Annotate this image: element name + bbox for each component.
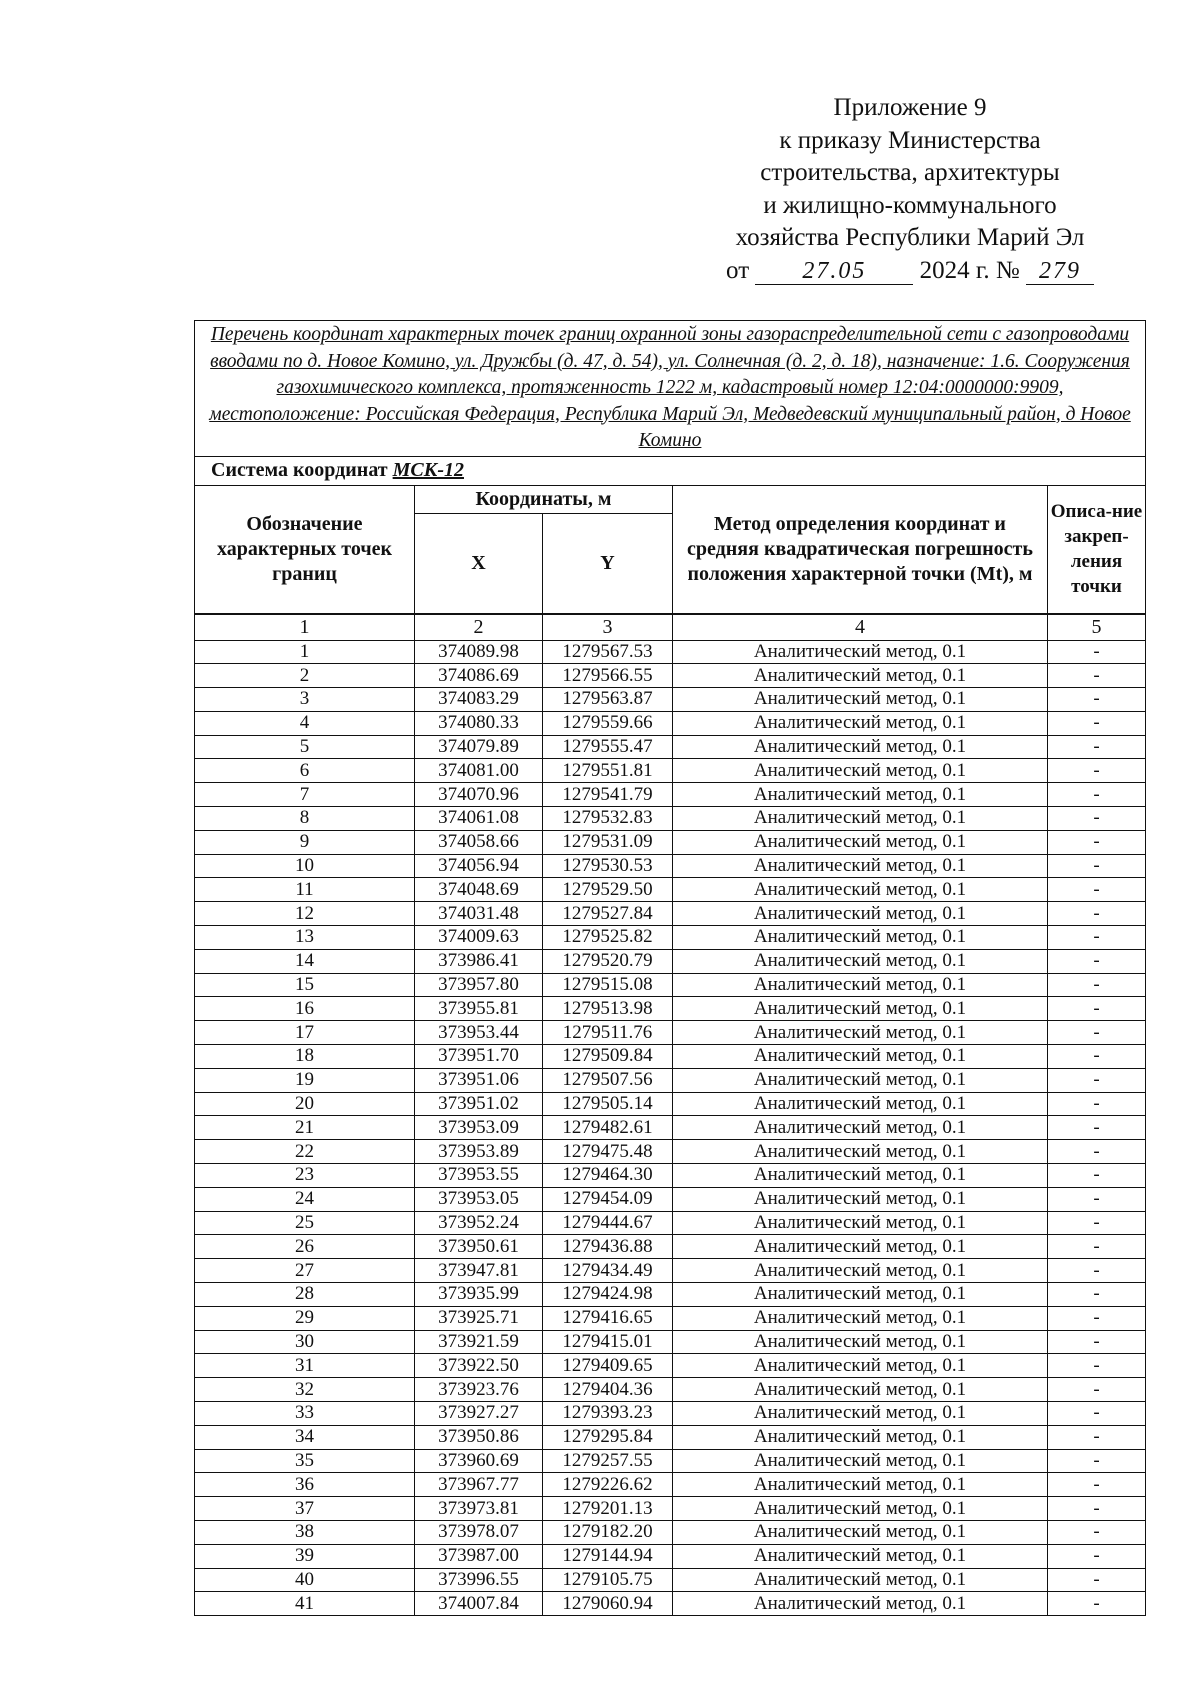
y-coordinate-cell: 1279511.76 — [543, 1021, 673, 1045]
point-number-cell: 38 — [195, 1520, 415, 1544]
table-row — [195, 1283, 1146, 1307]
point-number-cell: 39 — [195, 1544, 415, 1568]
y-coordinate-cell: 1279464.30 — [543, 1164, 673, 1188]
x-coordinate-cell: 373950.86 — [415, 1425, 543, 1449]
x-coordinate-cell: 373973.81 — [415, 1497, 543, 1521]
x-coordinate-cell: 373922.50 — [415, 1354, 543, 1378]
description-cell: - — [1048, 640, 1146, 664]
y-coordinate-cell: 1279551.81 — [543, 759, 673, 783]
point-number-cell: 11 — [195, 878, 415, 902]
point-number-cell: 41 — [195, 1592, 415, 1616]
method-cell: Аналитический метод, 0.1 — [673, 1425, 1048, 1449]
description-cell: - — [1048, 1259, 1146, 1283]
header-coordinates: Координаты, м — [415, 485, 673, 513]
table-row — [195, 1164, 1146, 1188]
method-cell: Аналитический метод, 0.1 — [673, 735, 1048, 759]
point-number-cell: 35 — [195, 1449, 415, 1473]
table-row — [195, 878, 1146, 902]
y-coordinate-cell: 1279257.55 — [543, 1449, 673, 1473]
x-coordinate-cell: 373951.70 — [415, 1045, 543, 1069]
table-row — [195, 1021, 1146, 1045]
y-coordinate-cell: 1279226.62 — [543, 1473, 673, 1497]
x-coordinate-cell: 374056.94 — [415, 854, 543, 878]
x-coordinate-cell: 373953.89 — [415, 1140, 543, 1164]
column-number: 3 — [543, 614, 673, 641]
description-cell: - — [1048, 759, 1146, 783]
column-numbers-row — [195, 614, 1146, 641]
description-cell: - — [1048, 735, 1146, 759]
x-coordinate-cell: 373960.69 — [415, 1449, 543, 1473]
table-row — [195, 1497, 1146, 1521]
description-cell: - — [1048, 902, 1146, 926]
point-number-cell: 1 — [195, 640, 415, 664]
x-coordinate-cell: 373952.24 — [415, 1211, 543, 1235]
coordinate-system-label: Система координат — [211, 459, 393, 481]
table-row — [195, 783, 1146, 807]
y-coordinate-cell: 1279555.47 — [543, 735, 673, 759]
table-row — [195, 949, 1146, 973]
order-year: 2024 г. № — [919, 256, 1020, 284]
description-cell: - — [1048, 1092, 1146, 1116]
point-number-cell: 29 — [195, 1306, 415, 1330]
column-number: 5 — [1048, 614, 1146, 641]
point-number-cell: 34 — [195, 1425, 415, 1449]
x-coordinate-cell: 374061.08 — [415, 807, 543, 831]
y-coordinate-cell: 1279424.98 — [543, 1283, 673, 1307]
y-coordinate-cell: 1279520.79 — [543, 949, 673, 973]
y-coordinate-cell: 1279404.36 — [543, 1378, 673, 1402]
x-coordinate-cell: 373951.02 — [415, 1092, 543, 1116]
coordinates-table — [194, 320, 1146, 1616]
table-row — [195, 735, 1146, 759]
method-cell: Аналитический метод, 0.1 — [673, 1520, 1048, 1544]
x-coordinate-cell: 373921.59 — [415, 1330, 543, 1354]
point-number-cell: 31 — [195, 1354, 415, 1378]
point-number-cell: 3 — [195, 688, 415, 712]
table-row — [195, 1330, 1146, 1354]
x-coordinate-cell: 373953.05 — [415, 1187, 543, 1211]
table-row — [195, 854, 1146, 878]
table-row — [195, 1354, 1146, 1378]
x-coordinate-cell: 373925.71 — [415, 1306, 543, 1330]
x-coordinate-cell: 374079.89 — [415, 735, 543, 759]
y-coordinate-cell: 1279409.65 — [543, 1354, 673, 1378]
point-number-cell: 8 — [195, 807, 415, 831]
table-row — [195, 1116, 1146, 1140]
y-coordinate-cell: 1279454.09 — [543, 1187, 673, 1211]
description-cell: - — [1048, 1568, 1146, 1592]
point-number-cell: 7 — [195, 783, 415, 807]
y-coordinate-cell: 1279563.87 — [543, 688, 673, 712]
x-coordinate-cell: 373957.80 — [415, 973, 543, 997]
method-cell: Аналитический метод, 0.1 — [673, 1354, 1048, 1378]
method-cell: Аналитический метод, 0.1 — [673, 1544, 1048, 1568]
description-cell: - — [1048, 807, 1146, 831]
description-cell: - — [1048, 1520, 1146, 1544]
table-row — [195, 997, 1146, 1021]
x-coordinate-cell: 373953.55 — [415, 1164, 543, 1188]
description-cell: - — [1048, 1068, 1146, 1092]
method-cell: Аналитический метод, 0.1 — [673, 711, 1048, 735]
table-row — [195, 1568, 1146, 1592]
method-cell: Аналитический метод, 0.1 — [673, 854, 1048, 878]
x-coordinate-cell: 373935.99 — [415, 1283, 543, 1307]
method-cell: Аналитический метод, 0.1 — [673, 688, 1048, 712]
point-number-cell: 17 — [195, 1021, 415, 1045]
method-cell: Аналитический метод, 0.1 — [673, 1449, 1048, 1473]
date-prefix: от — [726, 256, 750, 284]
table-row — [195, 807, 1146, 831]
description-cell: - — [1048, 1449, 1146, 1473]
table-row — [195, 1068, 1146, 1092]
order-date: 27.05 — [755, 258, 913, 285]
x-coordinate-cell: 374083.29 — [415, 688, 543, 712]
appendix-title: Приложение 9 — [833, 94, 987, 121]
description-cell: - — [1048, 1140, 1146, 1164]
y-coordinate-cell: 1279566.55 — [543, 664, 673, 688]
table-row — [195, 1306, 1146, 1330]
description-cell: - — [1048, 688, 1146, 712]
x-coordinate-cell: 374081.00 — [415, 759, 543, 783]
table-row — [195, 1592, 1146, 1616]
description-cell: - — [1048, 1592, 1146, 1616]
method-cell: Аналитический метод, 0.1 — [673, 1211, 1048, 1235]
point-number-cell: 23 — [195, 1164, 415, 1188]
y-coordinate-cell: 1279531.09 — [543, 830, 673, 854]
table-title: Перечень координат характерных точек границ охранной зоны газораспределительной сети с газопроводами вводами по д. Новое Комино, ул. Дружбы (д. 47, д. 54), ул. Солнечная (д. 2, д. 18), назначение: 1.6. Сооружения газохимического комплекса, протяженность 1222 м, кадастровый номер 12:04:0000000:9909, местоположение: Российская Федерация, Республика Марий Эл, Медведевский муниципальный район, д Новое Комино — [195, 321, 1146, 457]
y-coordinate-cell: 1279060.94 — [543, 1592, 673, 1616]
point-number-cell: 37 — [195, 1497, 415, 1521]
description-cell: - — [1048, 830, 1146, 854]
coordinate-system — [195, 456, 1146, 485]
x-coordinate-cell: 374007.84 — [415, 1592, 543, 1616]
description-cell: - — [1048, 1306, 1146, 1330]
description-cell: - — [1048, 664, 1146, 688]
method-cell: Аналитический метод, 0.1 — [673, 1402, 1048, 1426]
x-coordinate-cell: 374048.69 — [415, 878, 543, 902]
table-row — [195, 973, 1146, 997]
description-cell: - — [1048, 1473, 1146, 1497]
x-coordinate-cell: 373951.06 — [415, 1068, 543, 1092]
point-number-cell: 24 — [195, 1187, 415, 1211]
table-row — [195, 1235, 1146, 1259]
point-number-cell: 21 — [195, 1116, 415, 1140]
y-coordinate-cell: 1279515.08 — [543, 973, 673, 997]
y-coordinate-cell: 1279475.48 — [543, 1140, 673, 1164]
method-cell: Аналитический метод, 0.1 — [673, 1259, 1048, 1283]
method-cell: Аналитический метод, 0.1 — [673, 902, 1048, 926]
x-coordinate-cell: 373967.77 — [415, 1473, 543, 1497]
point-number-cell: 6 — [195, 759, 415, 783]
point-number-cell: 9 — [195, 830, 415, 854]
description-cell: - — [1048, 973, 1146, 997]
header-method: Метод определения координат и средняя квадратическая погрешность положения характерной точки (Mt), м — [673, 485, 1048, 614]
y-coordinate-cell: 1279509.84 — [543, 1045, 673, 1069]
appendix-header — [690, 92, 1130, 287]
header-x: X — [415, 513, 543, 614]
x-coordinate-cell: 373923.76 — [415, 1378, 543, 1402]
x-coordinate-cell: 374089.98 — [415, 640, 543, 664]
description-cell: - — [1048, 1544, 1146, 1568]
x-coordinate-cell: 373986.41 — [415, 949, 543, 973]
table-row — [195, 1140, 1146, 1164]
y-coordinate-cell: 1279532.83 — [543, 807, 673, 831]
point-number-cell: 30 — [195, 1330, 415, 1354]
ministry-name-line2: и жилищно-коммунального — [763, 191, 1057, 219]
table-row — [195, 1449, 1146, 1473]
table-row — [195, 640, 1146, 664]
table-row — [195, 1402, 1146, 1426]
y-coordinate-cell: 1279541.79 — [543, 783, 673, 807]
table-row — [195, 759, 1146, 783]
y-coordinate-cell: 1279182.20 — [543, 1520, 673, 1544]
method-cell: Аналитический метод, 0.1 — [673, 973, 1048, 997]
y-coordinate-cell: 1279482.61 — [543, 1116, 673, 1140]
method-cell: Аналитический метод, 0.1 — [673, 1283, 1048, 1307]
y-coordinate-cell: 1279415.01 — [543, 1330, 673, 1354]
description-cell: - — [1048, 1497, 1146, 1521]
point-number-cell: 13 — [195, 926, 415, 950]
table-row — [195, 1092, 1146, 1116]
y-coordinate-cell: 1279393.23 — [543, 1402, 673, 1426]
header-y: Y — [543, 513, 673, 614]
y-coordinate-cell: 1279295.84 — [543, 1425, 673, 1449]
table-row — [195, 1520, 1146, 1544]
table-row — [195, 688, 1146, 712]
description-cell: - — [1048, 878, 1146, 902]
y-coordinate-cell: 1279513.98 — [543, 997, 673, 1021]
method-cell: Аналитический метод, 0.1 — [673, 783, 1048, 807]
method-cell: Аналитический метод, 0.1 — [673, 1473, 1048, 1497]
order-reference: к приказу Министерства — [779, 126, 1041, 154]
method-cell: Аналитический метод, 0.1 — [673, 1497, 1048, 1521]
point-number-cell: 4 — [195, 711, 415, 735]
table-row — [195, 711, 1146, 735]
method-cell: Аналитический метод, 0.1 — [673, 664, 1048, 688]
method-cell: Аналитический метод, 0.1 — [673, 997, 1048, 1021]
column-number: 4 — [673, 614, 1048, 641]
column-number: 1 — [195, 614, 415, 641]
table-row — [195, 1378, 1146, 1402]
y-coordinate-cell: 1279559.66 — [543, 711, 673, 735]
method-cell: Аналитический метод, 0.1 — [673, 807, 1048, 831]
description-cell: - — [1048, 711, 1146, 735]
method-cell: Аналитический метод, 0.1 — [673, 949, 1048, 973]
y-coordinate-cell: 1279530.53 — [543, 854, 673, 878]
x-coordinate-cell: 373978.07 — [415, 1520, 543, 1544]
y-coordinate-cell: 1279505.14 — [543, 1092, 673, 1116]
table-row — [195, 1045, 1146, 1069]
description-cell: - — [1048, 1211, 1146, 1235]
method-cell: Аналитический метод, 0.1 — [673, 1187, 1048, 1211]
description-cell: - — [1048, 1021, 1146, 1045]
x-coordinate-cell: 374058.66 — [415, 830, 543, 854]
x-coordinate-cell: 374031.48 — [415, 902, 543, 926]
point-number-cell: 14 — [195, 949, 415, 973]
method-cell: Аналитический метод, 0.1 — [673, 1092, 1048, 1116]
description-cell: - — [1048, 1045, 1146, 1069]
y-coordinate-cell: 1279144.94 — [543, 1544, 673, 1568]
y-coordinate-cell: 1279529.50 — [543, 878, 673, 902]
description-cell: - — [1048, 1283, 1146, 1307]
point-number-cell: 28 — [195, 1283, 415, 1307]
x-coordinate-cell: 374009.63 — [415, 926, 543, 950]
y-coordinate-cell: 1279444.67 — [543, 1211, 673, 1235]
point-number-cell: 16 — [195, 997, 415, 1021]
column-number: 2 — [415, 614, 543, 641]
table-row — [195, 830, 1146, 854]
table-row — [195, 664, 1146, 688]
table-body — [195, 640, 1146, 1616]
x-coordinate-cell: 373987.00 — [415, 1544, 543, 1568]
point-number-cell: 20 — [195, 1092, 415, 1116]
table-row — [195, 902, 1146, 926]
method-cell: Аналитический метод, 0.1 — [673, 1306, 1048, 1330]
description-cell: - — [1048, 854, 1146, 878]
point-number-cell: 19 — [195, 1068, 415, 1092]
point-number-cell: 15 — [195, 973, 415, 997]
method-cell: Аналитический метод, 0.1 — [673, 830, 1048, 854]
table-row — [195, 1259, 1146, 1283]
method-cell: Аналитический метод, 0.1 — [673, 1592, 1048, 1616]
point-number-cell: 12 — [195, 902, 415, 926]
y-coordinate-cell: 1279416.65 — [543, 1306, 673, 1330]
method-cell: Аналитический метод, 0.1 — [673, 1235, 1048, 1259]
x-coordinate-cell: 373996.55 — [415, 1568, 543, 1592]
point-number-cell: 36 — [195, 1473, 415, 1497]
table-row — [195, 1425, 1146, 1449]
method-cell: Аналитический метод, 0.1 — [673, 1045, 1048, 1069]
description-cell: - — [1048, 1235, 1146, 1259]
x-coordinate-cell: 374070.96 — [415, 783, 543, 807]
table-row — [195, 1211, 1146, 1235]
ministry-name-line3: хозяйства Республики Марий Эл — [735, 224, 1085, 251]
description-cell: - — [1048, 997, 1146, 1021]
description-cell: - — [1048, 1116, 1146, 1140]
header-point-name: Обозначение характерных точек границ — [195, 485, 415, 614]
point-number-cell: 33 — [195, 1402, 415, 1426]
point-number-cell: 27 — [195, 1259, 415, 1283]
ministry-name-line1: строительства, архитектуры — [760, 159, 1060, 186]
x-coordinate-cell: 373955.81 — [415, 997, 543, 1021]
x-coordinate-cell: 373953.09 — [415, 1116, 543, 1140]
description-cell: - — [1048, 1402, 1146, 1426]
method-cell: Аналитический метод, 0.1 — [673, 1568, 1048, 1592]
y-coordinate-cell: 1279507.56 — [543, 1068, 673, 1092]
x-coordinate-cell: 374080.33 — [415, 711, 543, 735]
x-coordinate-cell: 373950.61 — [415, 1235, 543, 1259]
coordinate-system-value: МСК-12 — [392, 459, 464, 481]
x-coordinate-cell: 373947.81 — [415, 1259, 543, 1283]
method-cell: Аналитический метод, 0.1 — [673, 1330, 1048, 1354]
x-coordinate-cell: 373927.27 — [415, 1402, 543, 1426]
table-row — [195, 926, 1146, 950]
y-coordinate-cell: 1279434.49 — [543, 1259, 673, 1283]
method-cell: Аналитический метод, 0.1 — [673, 1164, 1048, 1188]
method-cell: Аналитический метод, 0.1 — [673, 759, 1048, 783]
point-number-cell: 40 — [195, 1568, 415, 1592]
y-coordinate-cell: 1279105.75 — [543, 1568, 673, 1592]
description-cell: - — [1048, 926, 1146, 950]
point-number-cell: 10 — [195, 854, 415, 878]
order-date-line — [690, 255, 1130, 288]
description-cell: - — [1048, 1187, 1146, 1211]
method-cell: Аналитический метод, 0.1 — [673, 640, 1048, 664]
point-number-cell: 2 — [195, 664, 415, 688]
table-row — [195, 1187, 1146, 1211]
description-cell: - — [1048, 1378, 1146, 1402]
order-number: 279 — [1026, 258, 1094, 285]
description-cell: - — [1048, 1354, 1146, 1378]
description-cell: - — [1048, 1425, 1146, 1449]
y-coordinate-cell: 1279436.88 — [543, 1235, 673, 1259]
point-number-cell: 32 — [195, 1378, 415, 1402]
point-number-cell: 18 — [195, 1045, 415, 1069]
table-row — [195, 1473, 1146, 1497]
description-cell: - — [1048, 1330, 1146, 1354]
description-cell: - — [1048, 949, 1146, 973]
point-number-cell: 26 — [195, 1235, 415, 1259]
method-cell: Аналитический метод, 0.1 — [673, 1378, 1048, 1402]
method-cell: Аналитический метод, 0.1 — [673, 1021, 1048, 1045]
method-cell: Аналитический метод, 0.1 — [673, 1140, 1048, 1164]
y-coordinate-cell: 1279527.84 — [543, 902, 673, 926]
point-number-cell: 22 — [195, 1140, 415, 1164]
point-number-cell: 25 — [195, 1211, 415, 1235]
x-coordinate-cell: 374086.69 — [415, 664, 543, 688]
header-description: Описа-ние закреп-ления точки — [1048, 485, 1146, 614]
y-coordinate-cell: 1279525.82 — [543, 926, 673, 950]
method-cell: Аналитический метод, 0.1 — [673, 926, 1048, 950]
method-cell: Аналитический метод, 0.1 — [673, 878, 1048, 902]
method-cell: Аналитический метод, 0.1 — [673, 1116, 1048, 1140]
y-coordinate-cell: 1279567.53 — [543, 640, 673, 664]
x-coordinate-cell: 373953.44 — [415, 1021, 543, 1045]
description-cell: - — [1048, 783, 1146, 807]
method-cell: Аналитический метод, 0.1 — [673, 1068, 1048, 1092]
point-number-cell: 5 — [195, 735, 415, 759]
description-cell: - — [1048, 1164, 1146, 1188]
table-row — [195, 1544, 1146, 1568]
y-coordinate-cell: 1279201.13 — [543, 1497, 673, 1521]
